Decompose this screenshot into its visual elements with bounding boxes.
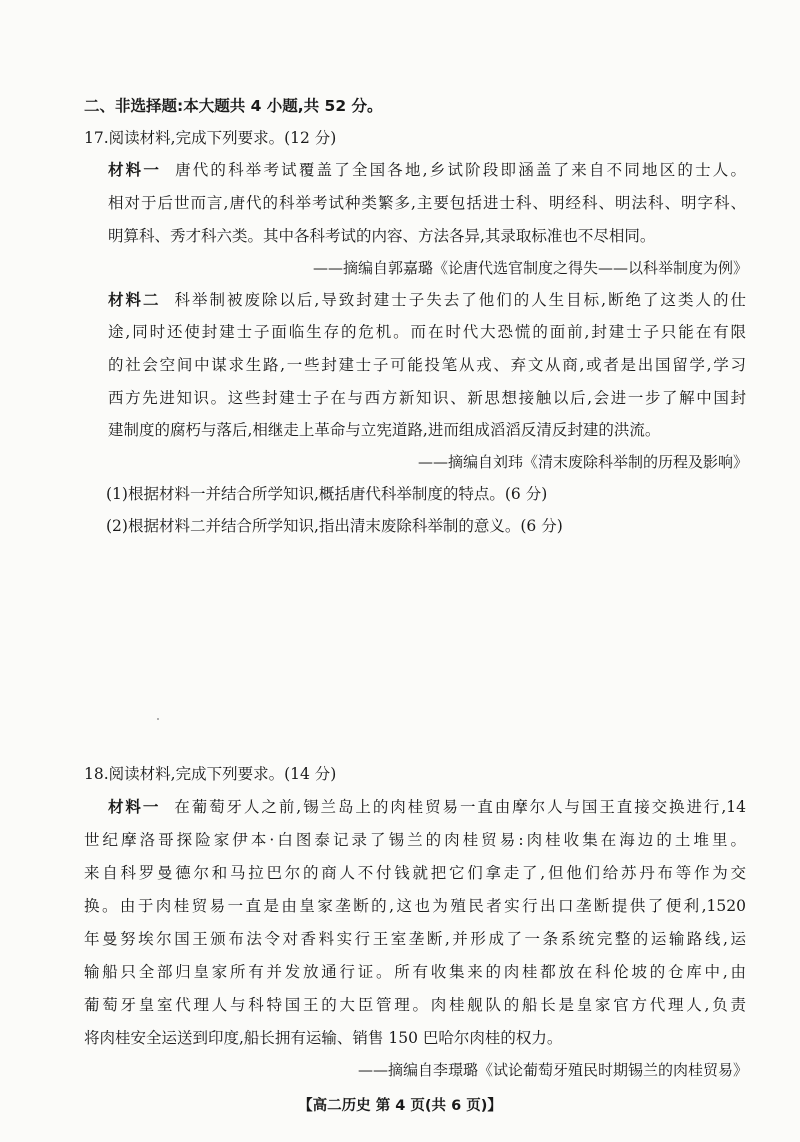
q17-subquestion-1: (1)根据材料一并结合所学知识,概括唐代科举制度的特点。(6 分): [106, 485, 548, 503]
q18-material1-line3: 来自科罗曼德尔和马拉巴尔的商人不付钱就把它们拿走了,但他们给苏丹布等作为交: [84, 864, 746, 882]
q17-material1-source: ——摘编自郭嘉璐《论唐代选官制度之得失——以科举制度为例》: [312, 259, 748, 277]
scan-speck: [157, 718, 159, 720]
q17-material2-line4: 西方先进知识。这些封建士子在与西方新知识、新思想接触以后,会进一步了解中国封: [108, 389, 746, 407]
q17-material2-line2: 途,同时还使封建士子面临生存的危机。而在时代大恐慌的面前,封建士子只能在有限: [108, 323, 746, 341]
q17-material1-line3: 明算科、秀才科六类。其中各科考试的内容、方法各异,其录取标准也不尽相同。: [108, 227, 656, 245]
q18-material1-source: ——摘编自李璟璐《试论葡萄牙殖民时期锡兰的肉桂贸易》: [357, 1061, 748, 1079]
q18-material1-line8: 将肉桂安全运送到印度,船长拥有运输、销售 150 巴哈尔肉桂的权力。: [84, 1029, 563, 1047]
q17-material2-source: ——摘编自刘玮《清末废除科举制的历程及影响》: [417, 453, 748, 471]
q17-material1-line1: 材料一 唐代的科举考试覆盖了全国各地,乡试阶段即涵盖了来自不同地区的士人。: [108, 161, 746, 179]
q17-material1-label: 材料一: [108, 161, 162, 179]
q17-material2-line3: 的社会空间中谋求生路,一些封建士子可能投笔从戎、弃文从商,或者是出国留学,学习: [108, 356, 746, 374]
q18-material1-line7: 葡萄牙皇室代理人与科特国王的大臣管理。肉桂舰队的船长是皇家官方代理人,负责: [84, 996, 746, 1014]
q18-material1-label: 材料一: [108, 798, 161, 816]
q17-material2-line5: 建制度的腐朽与落后,相继走上革命与立宪道路,进而组成滔滔反清反封建的洪流。: [108, 421, 661, 439]
page-footer: 【高二历史 第 4 页(共 6 页)】: [298, 1098, 502, 1114]
q18-material1-line2: 世纪摩洛哥探险家伊本·白图泰记录了锡兰的肉桂贸易:肉桂收集在海边的土堆里。: [84, 831, 746, 849]
q18-stem: 18.阅读材料,完成下列要求。(14 分): [84, 765, 337, 783]
q17-material2-label: 材料二: [108, 291, 161, 309]
q17-material1-line2: 相对于后世而言,唐代的科举考试种类繁多,主要包括进士科、明经科、明法科、明字科、: [108, 194, 746, 212]
section-title: 二、非选择题:本大题共 4 小题,共 52 分。: [84, 97, 383, 115]
q17-stem: 17.阅读材料,完成下列要求。(12 分): [84, 129, 337, 147]
q17-material2-line1: 材料二 科举制被废除以后,导致封建士子失去了他们的人生目标,断绝了这类人的仕: [108, 291, 746, 309]
q18-material1-line1: 材料一 在葡萄牙人之前,锡兰岛上的肉桂贸易一直由摩尔人与国王直接交换进行,14: [108, 798, 746, 816]
q18-material1-line5: 年曼努埃尔国王颁布法令对香料实行王室垄断,并形成了一条系统完整的运输路线,运: [84, 930, 746, 948]
q18-material1-line4: 换。由于肉桂贸易一直是由皇家垄断的,这也为殖民者实行出口垄断提供了便利,1520: [84, 897, 746, 915]
q17-subquestion-2: (2)根据材料二并结合所学知识,指出清末废除科举制的意义。(6 分): [106, 517, 563, 535]
q18-material1-line6: 输船只全部归皇家所有并发放通行证。所有收集来的肉桂都放在科伦坡的仓库中,由: [84, 963, 746, 981]
